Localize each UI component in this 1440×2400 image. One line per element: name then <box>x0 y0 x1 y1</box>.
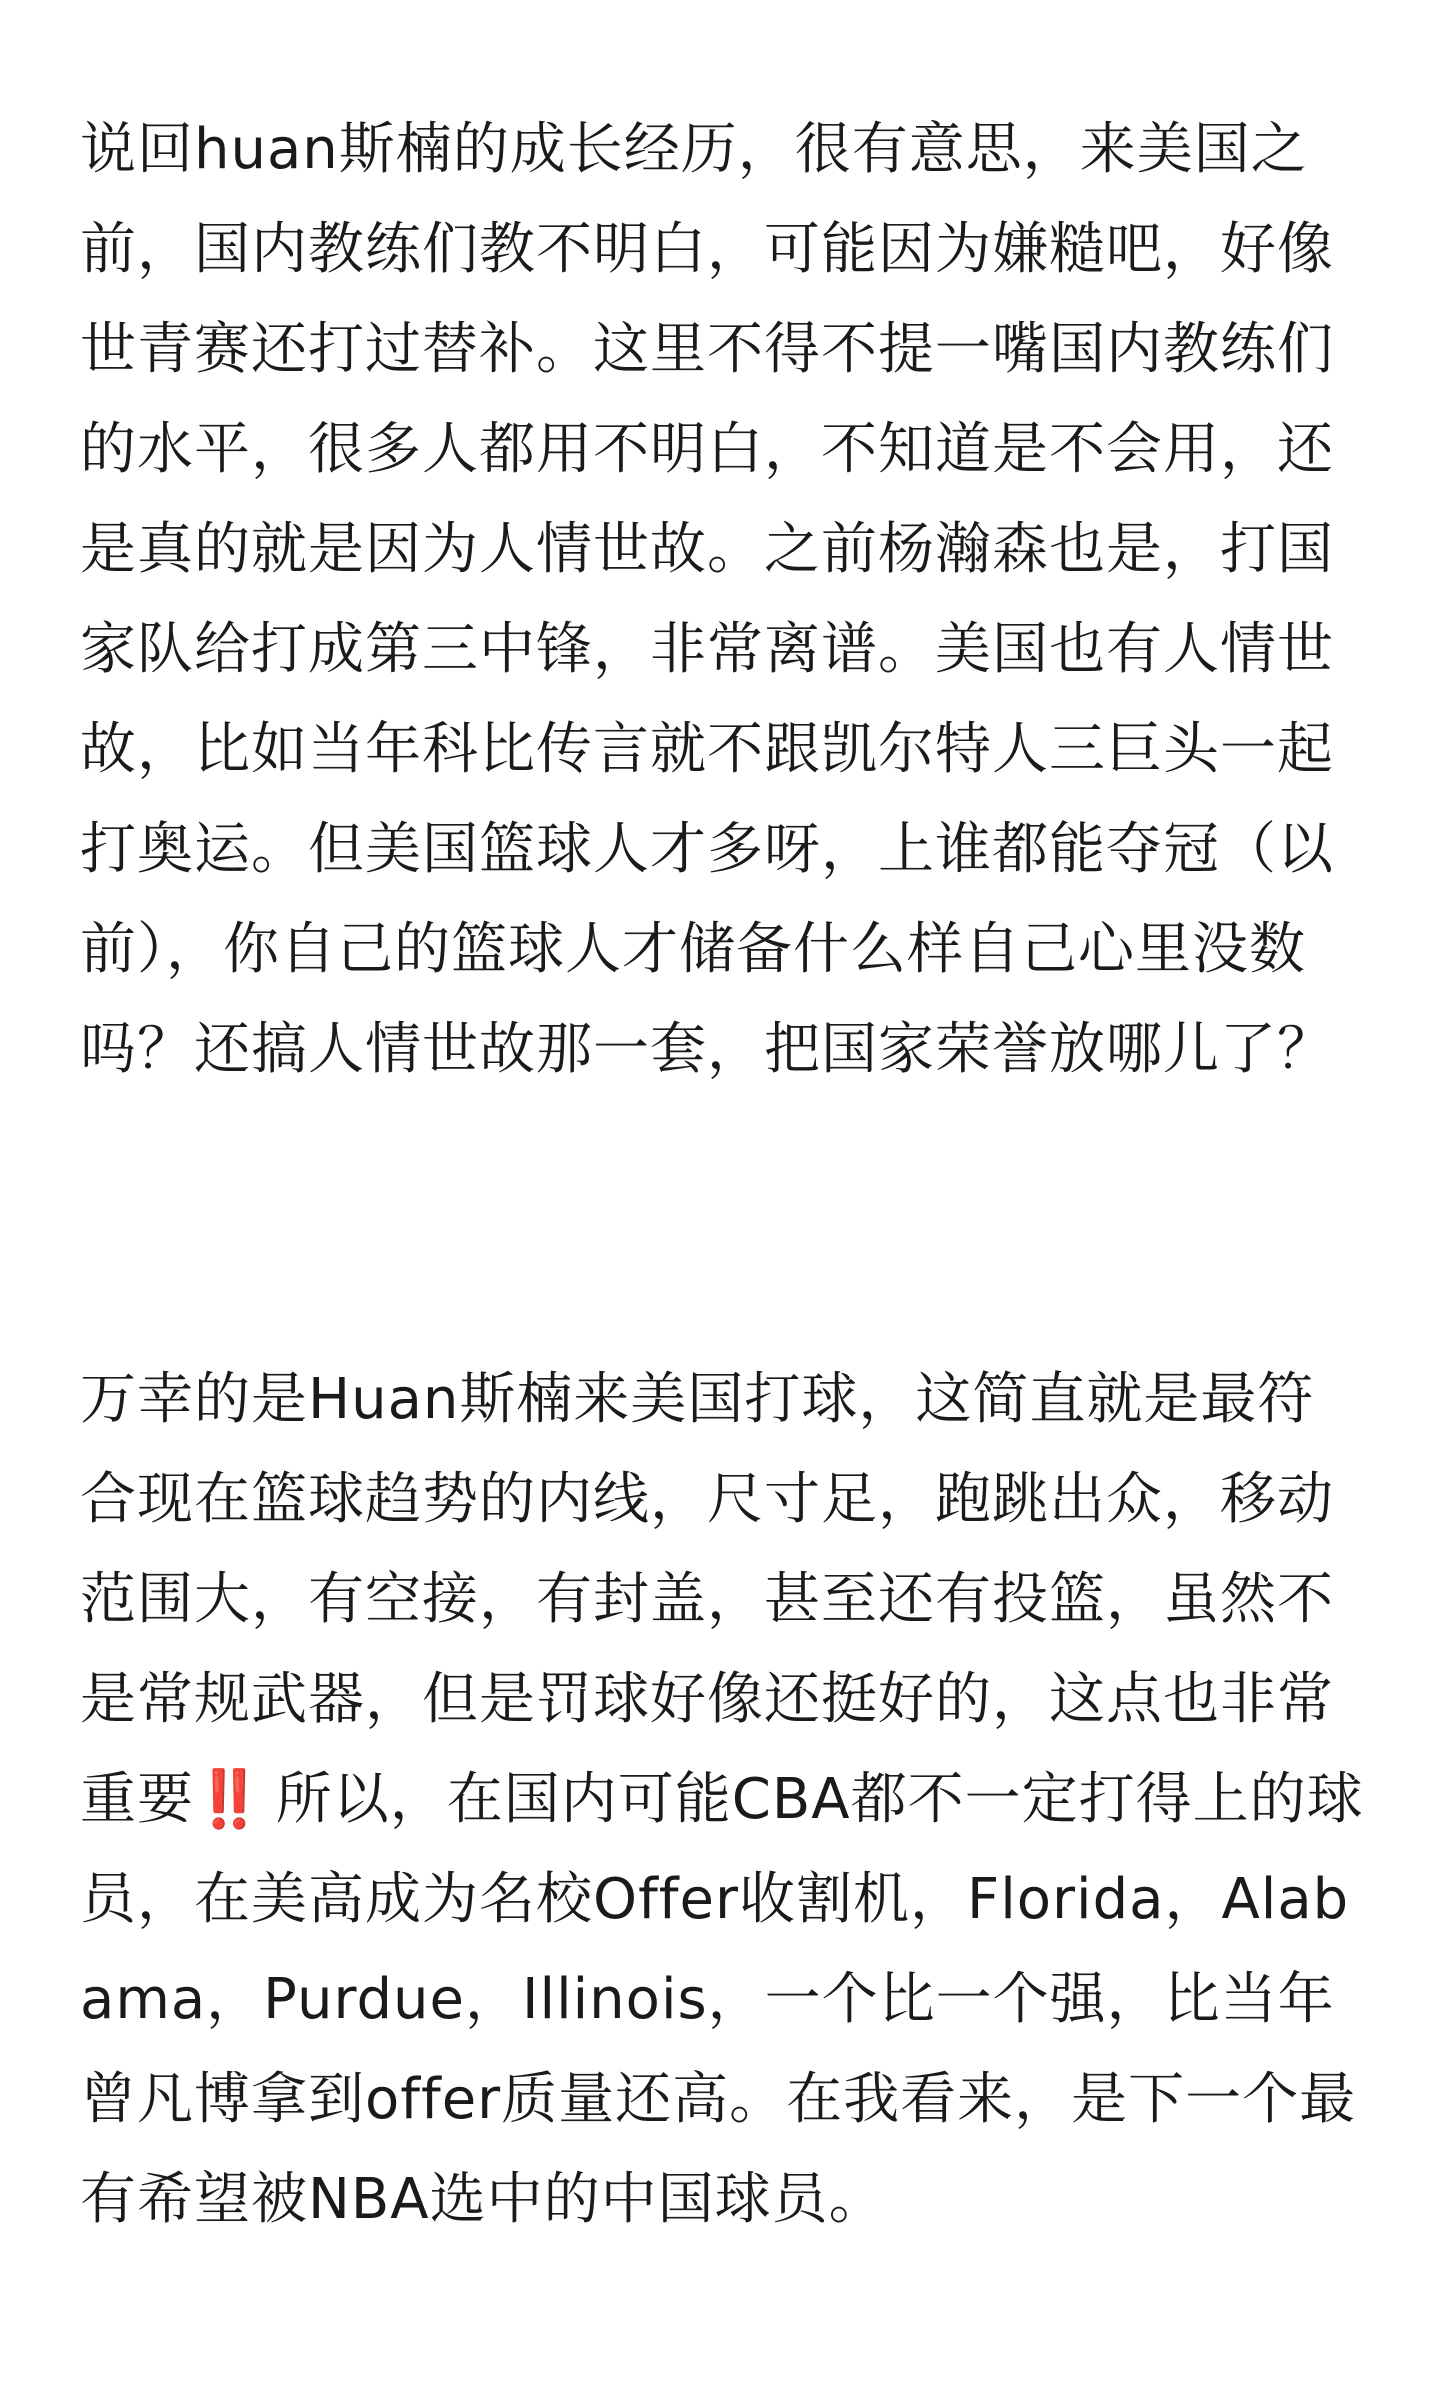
paragraph-line: 打奥运。但美国篮球人才多呀，上谁都能夺冠（以 <box>80 817 1334 882</box>
paragraph-line: 有希望被NBA选中的中国球员。 <box>80 2167 886 2232</box>
paragraph-line: ama，Purdue，Illinois，一个比一个强，比当年 <box>80 1967 1335 2032</box>
paragraph-line: 范围大，有空接，有封盖，甚至还有投篮，虽然不 <box>80 1567 1334 1632</box>
paragraph-line: 曾凡博拿到offer质量还高。在我看来，是下一个最 <box>80 2067 1357 2132</box>
paragraph-spacer <box>80 1100 1360 1350</box>
line-segment: 所以，在国内可能CBA都不一定打得上的球 <box>275 1767 1364 1832</box>
paragraph-line: 家队给打成第三中锋，非常离谱。美国也有人情世 <box>80 617 1334 682</box>
paragraph-line: 说回huan斯楠的成长经历，很有意思，来美国之 <box>80 117 1308 182</box>
paragraph-1 <box>80 100 1360 1100</box>
paragraph-line: 世青赛还打过替补。这里不得不提一嘴国内教练们 <box>80 317 1334 382</box>
double-exclamation-icon: ‼️ <box>194 1767 258 1832</box>
line-segment: 重要 <box>80 1767 194 1832</box>
paragraph-line: 万幸的是Huan斯楠来美国打球，这简直就是最符 <box>80 1367 1315 1432</box>
paragraph-line: 是常规武器，但是罚球好像还挺好的，这点也非常 <box>80 1667 1334 1732</box>
paragraph-line: 合现在篮球趋势的内线，尺寸足，跑跳出众，移动 <box>80 1467 1334 1532</box>
paragraph-line: 吗？还搞人情世故那一套，把国家荣誉放哪儿了？ <box>80 1017 1334 1082</box>
paragraph-line: 是真的就是因为人情世故。之前杨瀚森也是，打国 <box>80 517 1334 582</box>
paragraph-line: 前），你自己的篮球人才储备什么样自己心里没数 <box>80 917 1306 982</box>
paragraph-line: 故，比如当年科比传言就不跟凯尔特人三巨头一起 <box>80 717 1334 782</box>
paragraph-2 <box>80 1350 1364 2250</box>
paragraph-line: 的水平，很多人都用不明白，不知道是不会用，还 <box>80 417 1334 482</box>
paragraph-line: 前，国内教练们教不明白，可能因为嫌糙吧，好像 <box>80 217 1334 282</box>
paragraph-line-with-emphasis <box>80 1750 1364 1850</box>
paragraph-line: 员，在美高成为名校Offer收割机，Florida，Alab <box>80 1867 1350 1932</box>
